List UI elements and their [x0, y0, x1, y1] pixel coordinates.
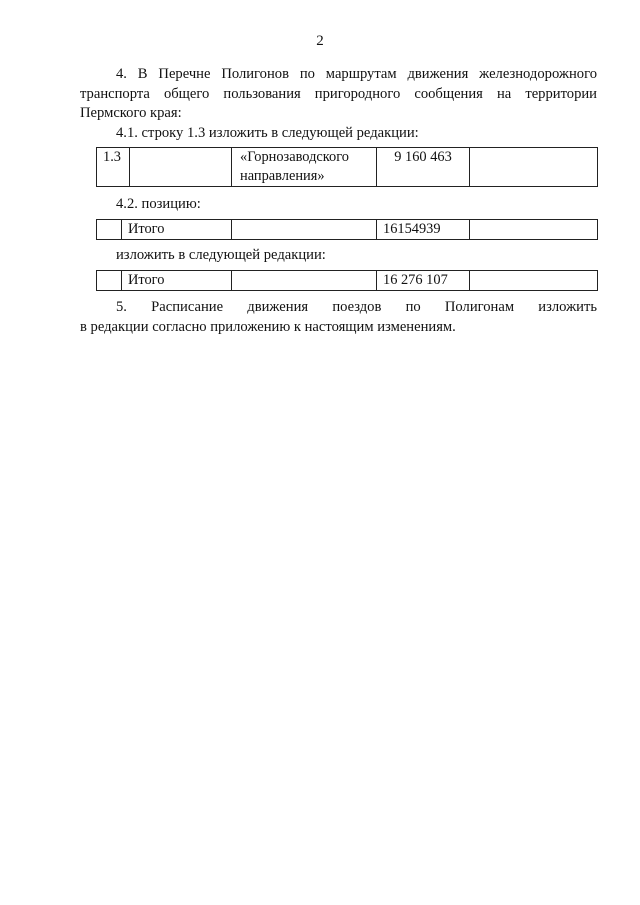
- section-5-word: по: [405, 299, 421, 315]
- item-4-1: 4.1. строку 1.3 изложить в следующей редакции:: [116, 125, 419, 141]
- total-value-cell: 16 276 107: [377, 271, 470, 291]
- direction-name-cell: [232, 148, 377, 187]
- section-5-word: Расписание: [151, 299, 224, 315]
- old-total-table: [96, 219, 598, 240]
- empty-cell: [97, 220, 122, 240]
- section-5-word: движения: [247, 299, 309, 315]
- empty-cell: [97, 271, 122, 291]
- total-value-cell: 16154939: [377, 220, 470, 240]
- table-row: [97, 148, 598, 187]
- empty-cell: [130, 148, 232, 187]
- empty-cell: [232, 220, 377, 240]
- section-5-line-2: в редакции согласно приложению к настоящим изменениям.: [80, 319, 456, 335]
- section-5-line-1: [116, 299, 597, 316]
- empty-cell: [470, 148, 598, 187]
- table-row: [97, 271, 598, 291]
- new-total-table: [96, 270, 598, 291]
- table-row: [97, 220, 598, 240]
- row-1-3-table: [96, 147, 598, 187]
- empty-cell: [470, 220, 598, 240]
- section-5-word: поездов: [332, 299, 382, 315]
- section-4-intro-line-3: Пермского края:: [80, 105, 182, 121]
- direction-name-line-1: «Горнозаводского: [240, 149, 349, 165]
- section-5-word: 5.: [116, 299, 127, 315]
- empty-cell: [232, 271, 377, 291]
- value-cell: 9 160 463: [377, 148, 470, 187]
- section-4-intro-line-2: транспорта общего пользования пригородного сообщения на территории: [80, 86, 597, 102]
- page-number: 2: [316, 33, 324, 49]
- row-number-cell: 1.3: [97, 148, 130, 187]
- empty-cell: [470, 271, 598, 291]
- total-label-cell: Итого: [122, 271, 232, 291]
- item-4-2: 4.2. позицию:: [116, 196, 201, 212]
- total-label-cell: Итого: [122, 220, 232, 240]
- section-4-intro-line-1: 4. В Перечне Полигонов по маршрутам движения железнодорожного: [116, 66, 597, 82]
- section-5-word: Полигонам: [444, 299, 515, 315]
- direction-name-line-2: направления»: [240, 168, 325, 184]
- section-5-word: изложить: [538, 299, 597, 315]
- replace-text: изложить в следующей редакции:: [116, 247, 326, 263]
